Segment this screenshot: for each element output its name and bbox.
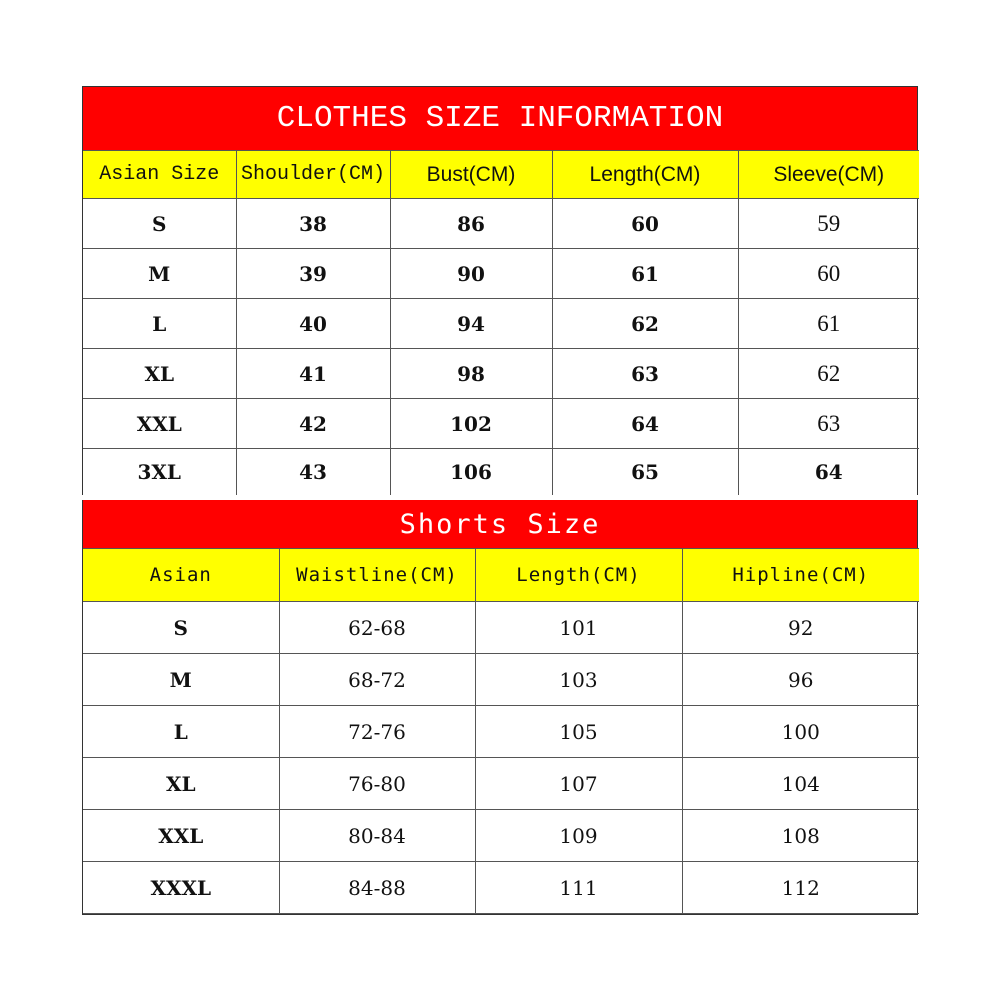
- size-cell: S: [83, 602, 279, 654]
- shoulder-cell: 39: [236, 249, 390, 299]
- table-row: [83, 706, 919, 758]
- shorts-size-table: [83, 548, 919, 914]
- waistline-cell: 62-68: [279, 602, 475, 654]
- sleeve-cell: 61: [738, 299, 919, 349]
- table-row: [83, 862, 919, 914]
- shoulder-cell: 38: [236, 199, 390, 249]
- size-cell: M: [83, 249, 236, 299]
- shoulder-cell: 40: [236, 299, 390, 349]
- shoulder-cell: 43: [236, 449, 390, 496]
- shorts-size-title: Shorts Size: [83, 500, 917, 548]
- length-cell: 61: [552, 249, 738, 299]
- length-cell: 64: [552, 399, 738, 449]
- clothes-size-title: CLOTHES SIZE INFORMATION: [83, 86, 917, 150]
- bust-cell: 106: [390, 449, 552, 496]
- header-bust: Bust(CM): [390, 151, 552, 199]
- length-cell: 103: [475, 654, 682, 706]
- header-shoulder: Shoulder(CM): [236, 151, 390, 199]
- waistline-cell: 72-76: [279, 706, 475, 758]
- hipline-cell: 100: [682, 706, 919, 758]
- bust-cell: 98: [390, 349, 552, 399]
- header-asian: Asian: [83, 549, 279, 602]
- header-asian-size: Asian Size: [83, 151, 236, 199]
- header-waistline: Waistline(CM): [279, 549, 475, 602]
- length-cell: 63: [552, 349, 738, 399]
- hipline-cell: 108: [682, 810, 919, 862]
- waistline-cell: 80-84: [279, 810, 475, 862]
- sleeve-cell: 64: [738, 449, 919, 496]
- clothes-size-chart: [82, 86, 918, 495]
- bust-cell: 94: [390, 299, 552, 349]
- clothes-header-row: [83, 151, 919, 199]
- size-cell: L: [83, 299, 236, 349]
- table-row: [83, 758, 919, 810]
- sleeve-cell: 59: [738, 199, 919, 249]
- table-row: [83, 199, 919, 249]
- shoulder-cell: 42: [236, 399, 390, 449]
- hipline-cell: 104: [682, 758, 919, 810]
- length-cell: 60: [552, 199, 738, 249]
- sleeve-cell: 62: [738, 349, 919, 399]
- length-cell: 101: [475, 602, 682, 654]
- size-cell: 3XL: [83, 449, 236, 496]
- table-row: [83, 602, 919, 654]
- table-row: [83, 810, 919, 862]
- size-cell: XL: [83, 758, 279, 810]
- sleeve-cell: 63: [738, 399, 919, 449]
- size-cell: L: [83, 706, 279, 758]
- size-cell: S: [83, 199, 236, 249]
- table-row: [83, 449, 919, 496]
- size-cell: XXL: [83, 810, 279, 862]
- length-cell: 109: [475, 810, 682, 862]
- length-cell: 111: [475, 862, 682, 914]
- shorts-size-chart: [82, 500, 918, 915]
- bust-cell: 86: [390, 199, 552, 249]
- bust-cell: 102: [390, 399, 552, 449]
- bust-cell: 90: [390, 249, 552, 299]
- table-row: [83, 299, 919, 349]
- table-row: [83, 654, 919, 706]
- header-hipline: Hipline(CM): [682, 549, 919, 602]
- length-cell: 107: [475, 758, 682, 810]
- length-cell: 65: [552, 449, 738, 496]
- length-cell: 62: [552, 299, 738, 349]
- clothes-size-table: [83, 150, 919, 495]
- waistline-cell: 76-80: [279, 758, 475, 810]
- shorts-header-row: [83, 549, 919, 602]
- table-row: [83, 399, 919, 449]
- header-length: Length(CM): [475, 549, 682, 602]
- sleeve-cell: 60: [738, 249, 919, 299]
- waistline-cell: 84-88: [279, 862, 475, 914]
- shoulder-cell: 41: [236, 349, 390, 399]
- header-length: Length(CM): [552, 151, 738, 199]
- table-row: [83, 249, 919, 299]
- size-cell: M: [83, 654, 279, 706]
- waistline-cell: 68-72: [279, 654, 475, 706]
- length-cell: 105: [475, 706, 682, 758]
- size-cell: XXXL: [83, 862, 279, 914]
- hipline-cell: 112: [682, 862, 919, 914]
- hipline-cell: 96: [682, 654, 919, 706]
- header-sleeve: Sleeve(CM): [738, 151, 919, 199]
- size-cell: XL: [83, 349, 236, 399]
- table-row: [83, 349, 919, 399]
- hipline-cell: 92: [682, 602, 919, 654]
- size-cell: XXL: [83, 399, 236, 449]
